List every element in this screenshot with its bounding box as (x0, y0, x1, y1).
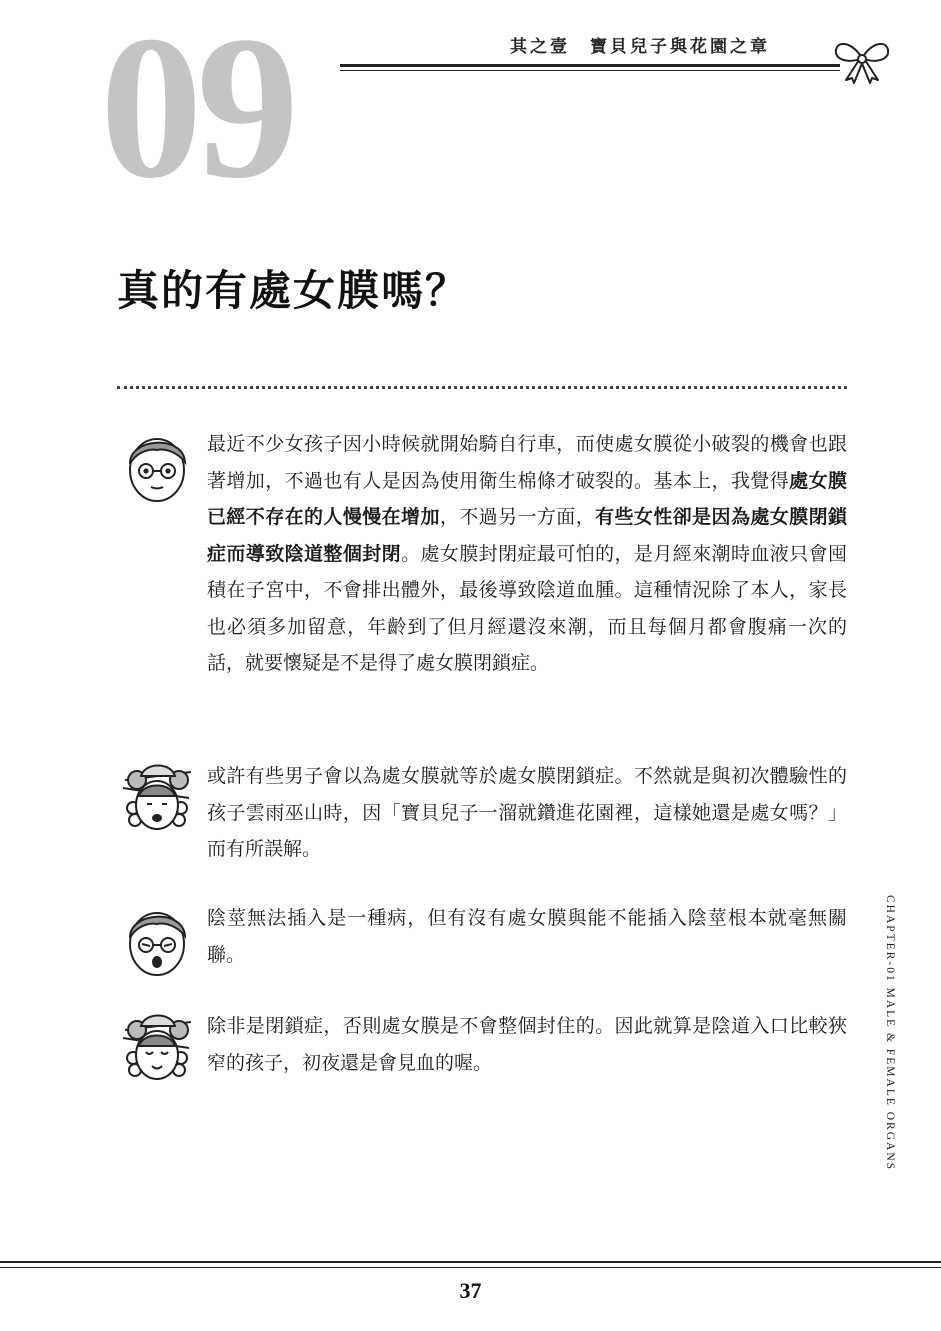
page-number: 37 (459, 1278, 482, 1303)
oiran-face-icon (117, 758, 199, 840)
paragraph-1 (207, 426, 847, 682)
paragraph-1-text-a: 最近不少女孩子因小時候就開始騎自行車，而使處女膜從小破裂的機會也跟著增加，不過也有人是因為使用衛生棉條才破裂的。基本上，我覺得 (207, 433, 847, 492)
dialogue-block-1 (117, 426, 847, 682)
page-heading: 真的有處女膜嗎？ (117, 266, 470, 315)
header-rule-thick (340, 64, 840, 67)
dialogue-block-4 (117, 1008, 847, 1081)
chapter-number: 09 (100, 0, 293, 221)
running-header (510, 32, 820, 57)
paragraph-1-emphasis-b: 有些女性卻是因為處女膜閉鎖症而導致陰道整個封閉 (207, 506, 847, 565)
side-chapter-label-text: CHAPTER-01 MALE & FEMALE ORGANS (884, 895, 896, 1172)
paragraph-1-emphasis-a: 處女膜已經不存在的人慢慢在增加 (207, 469, 847, 528)
dialogue-block-2 (117, 758, 847, 868)
paragraph-1-text-b: ，不過另一方面， (439, 506, 596, 528)
paragraph-3: 陰莖無法插入是一種病，但有沒有處女膜與能不能插入陰莖根本就毫無關聯。 (207, 907, 847, 966)
paragraph-2: 或許有些男子會以為處女膜就等於處女膜閉鎖症。不然就是與初次體驗性的孩子雲雨巫山時，因「寶貝兒子一溜就鑽進花園裡，這樣她還是處女嗎？」而有所誤解。 (207, 765, 847, 860)
doctor-face-icon (117, 426, 199, 508)
paragraph-4: 除非是閉鎖症，否則處女膜是不會整個封住的。因此就算是陰道入口比較狹窄的孩子，初夜還是會見血的喔。 (207, 1015, 847, 1074)
side-chapter-label (878, 895, 918, 1195)
ribbon-bow-icon (832, 34, 892, 84)
header-rule-thin (340, 70, 840, 71)
paragraph-1-text-c: 。處女膜封閉症最可怕的，是月經來潮時血液只會囤積在子宮中，不會排出體外，最後導致陰道血腫。這種情況除了本人，家長也必須多加留意，年齡到了但月經還沒來潮，而且每個月都會腹痛一次的話，就要懷疑是不是得了處女膜閉鎖症。 (207, 542, 847, 674)
doctor-face-icon (117, 900, 199, 982)
dialogue-block-3 (117, 900, 847, 973)
footer-rule-thin (0, 1267, 941, 1268)
dotted-divider (117, 386, 847, 389)
footer-rule-thick (0, 1261, 941, 1263)
header-part: 其之壹 (510, 37, 570, 57)
oiran-face-icon (117, 1008, 199, 1090)
header-title: 寶貝兒子與花園之章 (590, 37, 770, 57)
